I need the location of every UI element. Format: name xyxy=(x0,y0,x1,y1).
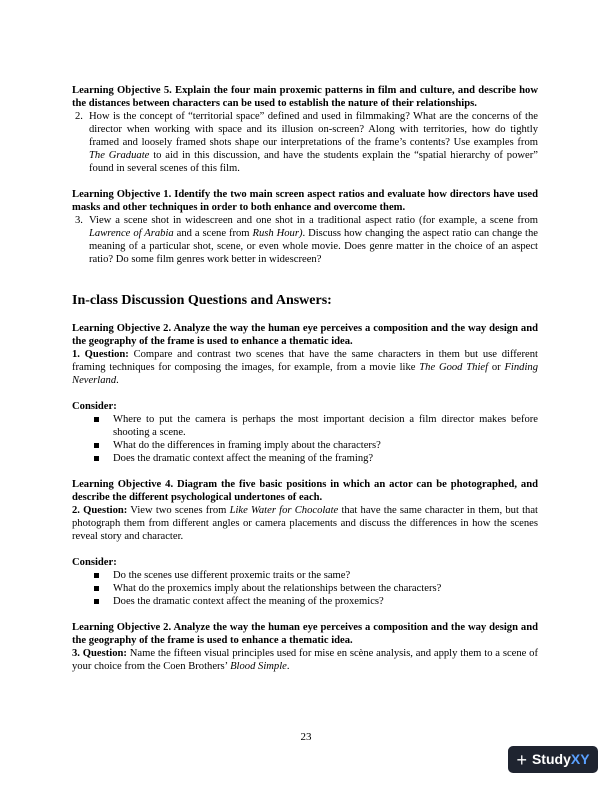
bullet-icon xyxy=(94,599,99,604)
question-text: or xyxy=(488,362,505,373)
item-number: 3. xyxy=(75,215,83,226)
learning-objective-heading: Learning Objective 1. Identify the two main screen aspect ratios and evaluate how directors have used masks and other techniques in order to both enhance and overcome them. xyxy=(72,189,538,213)
learning-objective-heading: Learning Objective 2. Analyze the way the human eye perceives a composition and the way design and the geography of the frame is used to enhance a thematic idea. xyxy=(72,323,538,347)
item-text: and a scene from xyxy=(173,228,253,239)
item-text: . Discuss how changing the aspect ratio can change the meaning of a particular shot, scene, or even whole movie. Does genre matter in the choice of an aspect ratio? Do some film genres work better in widescreen? xyxy=(89,228,538,265)
list-item xyxy=(72,452,538,465)
question-paragraph xyxy=(72,504,538,543)
film-title: Finding Neverland xyxy=(72,362,538,386)
question-label: 3. Question: xyxy=(72,648,127,659)
item-text: How is the concept of “territorial space” defined and used in filmmaking? What are the concerns of the director when working with space and its illusion on-screen? Along with territories, how do tightly framed and loosely framed shots shape our interpretations of the frame’s contents? Use examples from xyxy=(89,111,538,148)
learning-objective-heading: Learning Objective 4. Diagram the five basic positions in which an actor can be photographed, and describe the different psychological undertones of each. xyxy=(72,479,538,503)
question-list xyxy=(72,214,538,266)
question-label: 1. Question: xyxy=(72,349,129,360)
film-title: Rush Hour) xyxy=(252,228,303,239)
list-item xyxy=(72,110,538,175)
list-item xyxy=(72,582,538,595)
bullet-icon xyxy=(94,417,99,422)
bullet-text: What do the differences in framing imply about the characters? xyxy=(113,440,381,451)
page-number: 23 xyxy=(300,731,312,743)
item-text: View a scene shot in widescreen and one shot in a traditional aspect ratio (for example, a scene from xyxy=(89,215,538,226)
studyxy-watermark[interactable] xyxy=(508,746,598,773)
list-item xyxy=(72,214,538,266)
list-item xyxy=(72,595,538,608)
bullet-icon xyxy=(94,456,99,461)
list-item xyxy=(72,413,538,439)
bullet-text: Do the scenes use different proxemic traits or the same? xyxy=(113,570,351,581)
brand-name: StudyXY xyxy=(531,751,590,767)
bullet-text: Where to put the camera is perhaps the most important decision a film director makes before shooting a scene. xyxy=(113,414,538,438)
question-text: Name the fifteen visual principles used for mise en scène analysis, and apply them to a scene of your choice from the Coen Brothers’ xyxy=(72,648,538,672)
page-content xyxy=(72,84,538,673)
learning-objective-heading: Learning Objective 5. Explain the four main proxemic patterns in film and culture, and describe how the distances between characters can be used to establish the nature of their relationships. xyxy=(72,85,538,109)
bullet-icon xyxy=(94,573,99,578)
question-text: . xyxy=(116,375,119,386)
item-text: to aid in this discussion, and have the students explain the “spatial hierarchy of power” found in several scenes of this film. xyxy=(89,150,538,174)
consider-label: Consider: xyxy=(72,557,117,568)
question-label: 2. Question: xyxy=(72,505,128,516)
bullet-text: Does the dramatic context affect the meaning of the framing? xyxy=(113,453,374,464)
list-item xyxy=(72,439,538,452)
bullet-text: Does the dramatic context affect the meaning of the proxemics? xyxy=(113,596,384,607)
question-paragraph xyxy=(72,348,538,387)
bullet-icon xyxy=(94,443,99,448)
film-title: The Graduate xyxy=(89,150,150,161)
section-title: In-class Discussion Questions and Answers: xyxy=(72,293,332,308)
bullet-icon xyxy=(94,586,99,591)
consider-list xyxy=(72,413,538,465)
learning-objective-heading: Learning Objective 2. Analyze the way the human eye perceives a composition and the way design and the geography of the frame is used to enhance a thematic idea. xyxy=(72,622,538,646)
consider-label: Consider: xyxy=(72,401,117,412)
consider-list xyxy=(72,569,538,608)
film-title: Blood Simple xyxy=(230,661,287,672)
film-title: Like Water for Chocolate xyxy=(229,505,339,516)
question-list xyxy=(72,110,538,175)
question-paragraph xyxy=(72,647,538,673)
question-text: that have the same character in them, but that photograph them from different angles or camera placements and discuss the differences in how the scenes reveal story and character. xyxy=(72,505,538,542)
question-text: Compare and contrast two scenes that have the same characters in them but use different framing techniques for composing the images, for example, from a movie like xyxy=(72,349,538,373)
film-title: Lawrence of Arabia xyxy=(89,228,174,239)
question-text: View two scenes from xyxy=(127,505,230,516)
item-number: 2. xyxy=(75,111,83,122)
list-item xyxy=(72,569,538,582)
question-text: . xyxy=(286,661,290,672)
film-title: The Good Thief xyxy=(419,362,489,373)
plus-icon: + xyxy=(516,749,527,770)
bullet-text: What do the proxemics imply about the relationships between the characters? xyxy=(113,583,442,594)
